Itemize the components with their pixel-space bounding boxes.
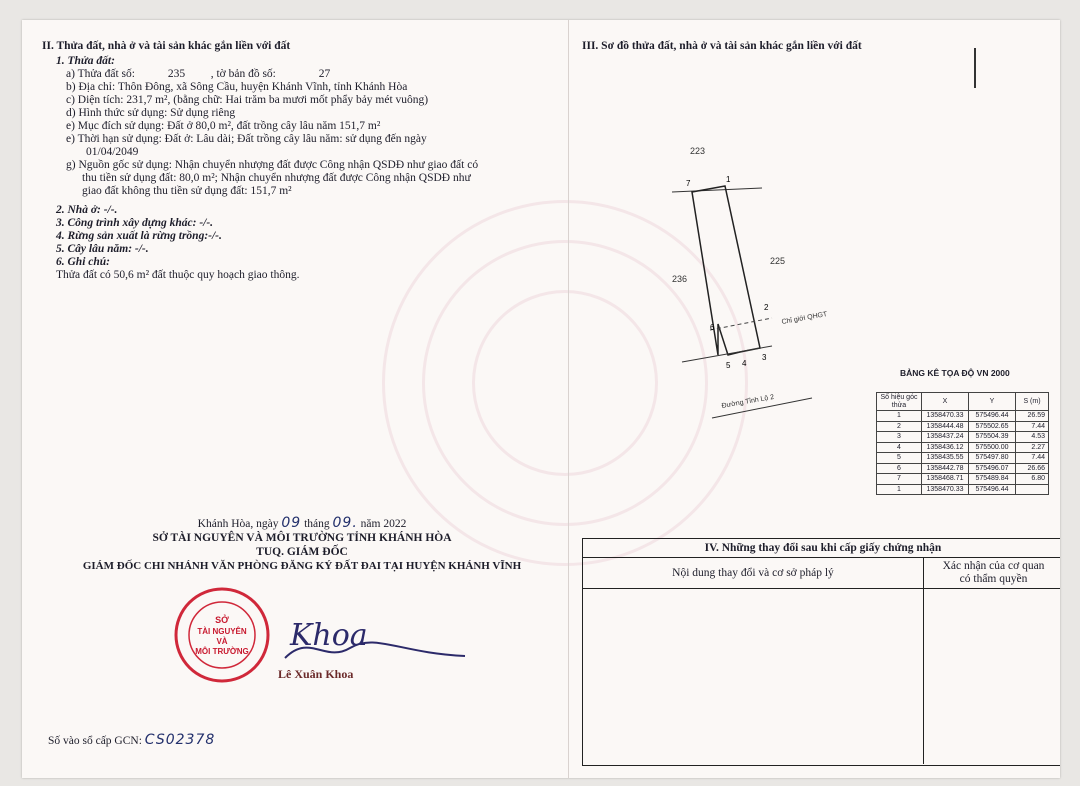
left-page bbox=[42, 40, 552, 282]
changes-content-header: Nội dung thay đổi và cơ sở pháp lý bbox=[583, 558, 923, 589]
coord-s: 4.53 bbox=[1016, 432, 1049, 443]
coord-s: 7.44 bbox=[1016, 421, 1049, 432]
coord-s: 6.80 bbox=[1016, 474, 1049, 485]
item-plantation-forest: 4. Rừng sản xuất là rừng trồng:-/-. bbox=[56, 230, 222, 242]
coordinate-row bbox=[877, 442, 1049, 453]
date-line bbox=[42, 516, 562, 531]
neighbor-boundary bbox=[672, 188, 762, 192]
coordinate-row bbox=[877, 421, 1049, 432]
agency-name: SỞ TÀI NGUYÊN VÀ MÔI TRƯỜNG TỈNH KHÁNH HÒA bbox=[152, 532, 452, 544]
coord-y: 575496.44 bbox=[969, 484, 1016, 495]
confirmation-header-line-2: có thẩm quyền bbox=[959, 573, 1028, 585]
changes-title: IV. Những thay đổi sau khi cấp giấy chứng nhận bbox=[583, 539, 1060, 558]
point-3: 3 bbox=[762, 353, 767, 362]
area-line: c) Diện tích: 231,7 m², (bằng chữ: Hai trăm ba mươi mốt phẩy bảy mét vuông) bbox=[66, 94, 429, 106]
coord-point: 7 bbox=[877, 474, 922, 485]
coord-point: 4 bbox=[877, 442, 922, 453]
seal-text-2: TÀI NGUYÊN bbox=[197, 627, 247, 636]
handwritten-signature: Khoa bbox=[290, 618, 368, 653]
coord-s bbox=[1016, 484, 1049, 495]
coord-y: 575496.44 bbox=[969, 411, 1016, 422]
coord-point: 2 bbox=[877, 421, 922, 432]
origin-line-3: giao đất không thu tiền sử dụng đất: 151,7 m² bbox=[82, 185, 292, 197]
coord-x: 1358468.71 bbox=[922, 474, 969, 485]
boundary-label: Chỉ giới QHGT bbox=[781, 311, 828, 326]
point-7: 7 bbox=[686, 179, 691, 188]
director-title: GIÁM ĐỐC CHI NHÁNH VĂN PHÒNG ĐĂNG KÝ ĐẤT ĐAI TẠI HUYỆN KHÁNH VĨNH bbox=[82, 560, 522, 572]
planning-boundary-line bbox=[710, 318, 772, 330]
date-prefix: Khánh Hòa, ngày bbox=[197, 518, 279, 530]
date-month-label: tháng bbox=[304, 518, 330, 530]
changes-table bbox=[582, 538, 1060, 766]
parcel-number-line bbox=[42, 68, 552, 81]
point-5: 5 bbox=[726, 361, 731, 370]
item-perennial-trees: 5. Cây lâu năm: -/-. bbox=[56, 243, 149, 255]
coordinate-row bbox=[877, 453, 1049, 464]
address-line: b) Địa chỉ: Thôn Đông, xã Sông Cầu, huyện Khánh Vĩnh, tỉnh Khánh Hòa bbox=[66, 81, 408, 93]
coordinate-row bbox=[877, 463, 1049, 474]
coord-y: 575496.07 bbox=[969, 463, 1016, 474]
signer-name: Lê Xuân Khoa bbox=[278, 667, 354, 681]
right-page bbox=[582, 40, 1052, 585]
coordinate-row bbox=[877, 474, 1049, 485]
coordinate-header-row bbox=[877, 393, 1049, 411]
map-sheet-number: 27 bbox=[318, 68, 331, 80]
coord-x: 1358435.55 bbox=[922, 453, 969, 464]
registration-value: CS02378 bbox=[144, 732, 216, 748]
origin-line-1: g) Nguồn gốc sử dụng: Nhận chuyển nhượng đất được Công nhận QSDĐ như giao đất có bbox=[66, 159, 479, 171]
coord-s: 26.59 bbox=[1016, 411, 1049, 422]
item-other-construction: 3. Công trình xây dựng khác: -/-. bbox=[56, 217, 214, 229]
coordinate-row bbox=[877, 432, 1049, 443]
signing-block bbox=[42, 516, 562, 573]
plot-236-label: 236 bbox=[672, 274, 688, 284]
usage-term-line: e) Thời hạn sử dụng: Đất ở: Lâu dài; Đất trồng cây lâu năm: sử dụng đến ngày bbox=[66, 133, 427, 145]
confirmation-header-line-1: Xác nhận của cơ quan bbox=[942, 560, 1045, 572]
date-day: 09 bbox=[281, 515, 302, 531]
coordinate-table bbox=[876, 392, 1049, 495]
map-sheet-label: , tờ bản đồ số: bbox=[210, 68, 276, 80]
coord-header-y: Y bbox=[969, 393, 1016, 411]
signature-stroke bbox=[280, 628, 470, 668]
usage-term-date: 01/04/2049 bbox=[86, 146, 139, 158]
item-notes: 6. Ghi chú: bbox=[56, 256, 110, 268]
coord-point: 5 bbox=[877, 453, 922, 464]
coordinate-table-title: BẢNG KÊ TỌA ĐỘ VN 2000 bbox=[900, 368, 1010, 378]
coord-x: 1358442.78 bbox=[922, 463, 969, 474]
parcel-outline bbox=[692, 186, 760, 355]
changes-confirmation-header bbox=[924, 558, 1060, 589]
official-seal bbox=[172, 585, 272, 685]
road-label: Đường Tỉnh Lộ 2 bbox=[721, 393, 775, 410]
coordinate-row bbox=[877, 411, 1049, 422]
date-month: 09. bbox=[332, 515, 358, 531]
parcel-diagram bbox=[622, 140, 882, 430]
coord-y: 575489.84 bbox=[969, 474, 1016, 485]
coord-point: 1 bbox=[877, 484, 922, 495]
page-fold bbox=[568, 20, 569, 778]
coord-y: 575497.80 bbox=[969, 453, 1016, 464]
coord-x: 1358437.24 bbox=[922, 432, 969, 443]
seal-text-1: SỞ bbox=[215, 615, 229, 625]
coord-header-s: S (m) bbox=[1016, 393, 1049, 411]
point-1: 1 bbox=[726, 175, 731, 184]
coord-point: 1 bbox=[877, 411, 922, 422]
usage-form-line: d) Hình thức sử dụng: Sử dụng riêng bbox=[66, 107, 236, 119]
coord-s: 7.44 bbox=[1016, 453, 1049, 464]
authority-line: TUQ. GIÁM ĐỐC bbox=[256, 546, 348, 558]
coord-header-x: X bbox=[922, 393, 969, 411]
coord-point: 3 bbox=[877, 432, 922, 443]
registration-number bbox=[48, 732, 215, 748]
parcel-number-label: a) Thửa đất số: bbox=[66, 68, 135, 80]
coord-x: 1358470.33 bbox=[922, 484, 969, 495]
road-edge bbox=[682, 346, 772, 362]
date-year: năm 2022 bbox=[360, 518, 407, 530]
point-4: 4 bbox=[742, 359, 747, 368]
note-text: Thửa đất có 50,6 m² đất thuộc quy hoạch giao thông. bbox=[56, 269, 300, 281]
plot-223-label: 223 bbox=[690, 146, 706, 156]
section-ii-title: II. Thửa đất, nhà ở và tài sản khác gắn liền với đất bbox=[42, 40, 291, 52]
origin-line-2: thu tiền sử dụng đất: 80,0 m²; Nhận chuyển nhượng đất được Công nhận QSDĐ như bbox=[82, 172, 471, 184]
coord-s: 2.27 bbox=[1016, 442, 1049, 453]
coord-header-point: Số hiệu góc thửa bbox=[877, 393, 922, 411]
usage-purpose-line: e) Mục đích sử dụng: Đất ở 80,0 m², đất trồng cây lâu năm 151,7 m² bbox=[66, 120, 381, 132]
seal-text-3: VÀ bbox=[216, 637, 228, 646]
item-parcel-heading: 1. Thửa đất: bbox=[56, 55, 115, 67]
north-arrow-icon bbox=[974, 48, 976, 88]
coord-y: 575500.00 bbox=[969, 442, 1016, 453]
coord-y: 575502.65 bbox=[969, 421, 1016, 432]
coord-y: 575504.39 bbox=[969, 432, 1016, 443]
item-house: 2. Nhà ở: -/-. bbox=[56, 204, 118, 216]
coord-x: 1358470.33 bbox=[922, 411, 969, 422]
parcel-number: 235 bbox=[167, 68, 186, 80]
point-2: 2 bbox=[764, 303, 769, 312]
certificate-sheet bbox=[22, 20, 1060, 778]
changes-content-column bbox=[583, 558, 924, 764]
section-iii-title: III. Sơ đồ thửa đất, nhà ở và tài sản khác gắn liền với đất bbox=[582, 40, 862, 52]
seal-text-4: MÔI TRƯỜNG bbox=[195, 647, 249, 656]
coordinate-row bbox=[877, 484, 1049, 495]
registration-label: Số vào sổ cấp GCN: bbox=[48, 735, 142, 747]
coord-point: 6 bbox=[877, 463, 922, 474]
coord-x: 1358444.48 bbox=[922, 421, 969, 432]
point-6: 6 bbox=[710, 323, 715, 332]
coord-x: 1358436.12 bbox=[922, 442, 969, 453]
plot-225-label: 225 bbox=[770, 256, 786, 266]
coordinate-table-body bbox=[877, 411, 1049, 495]
coord-s: 26.66 bbox=[1016, 463, 1049, 474]
changes-confirmation-column bbox=[924, 558, 1060, 764]
